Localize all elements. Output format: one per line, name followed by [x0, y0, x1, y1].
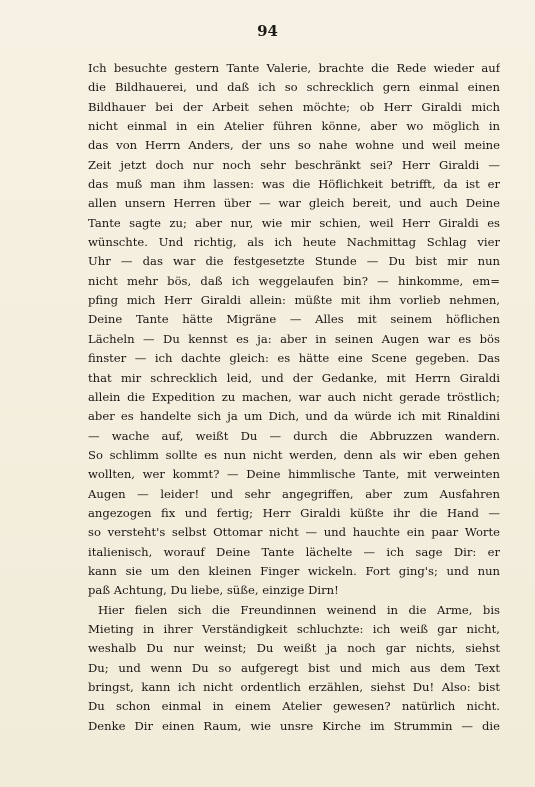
text-line: finster — ich dachte gleich: es hätte eine Scene gegeben. Das	[88, 351, 500, 366]
text-line: Zeit jetzt doch nur noch sehr beschränkt sei? Herr Giraldi —	[88, 157, 500, 172]
text-line: wünschte. Und richtig, als ich heute Nachmittag Schlag vier	[88, 235, 500, 250]
text-line: Augen — leider! und sehr angegriffen, aber zum Ausfahren	[88, 486, 500, 501]
text-line: Du schon einmal in einem Atelier gewesen? natürlich nicht.	[88, 699, 500, 714]
text-line: kann sie um den kleinen Finger wickeln. Fort ging's; und nun	[88, 563, 500, 578]
page-number: 94	[257, 22, 278, 40]
text-line: that mir schrecklich leid, und der Gedanke, mit Herrn Giraldi	[88, 370, 500, 385]
text-line: so versteht's selbst Ottomar nicht — und hauchte ein paar Worte	[88, 525, 500, 540]
text-line: Lächeln — Du kennst es ja: aber in seinen Augen war es bös	[88, 331, 500, 346]
text-line: — wache auf, weißt Du — durch die Abbruzzen wandern.	[88, 428, 500, 443]
text-line: italienisch, worauf Deine Tante lächelte — ich sage Dir: er	[88, 544, 500, 559]
text-line: das muß man ihm lassen: was die Höflichkeit betrifft, da ist er	[88, 177, 500, 192]
text-line: die Bildhauerei, und daß ich so schrecklich gern einmal einen	[88, 80, 500, 95]
text-line: Tante sagte zu; aber nur, wie mir schien, weil Herr Giraldi es	[88, 215, 500, 230]
text-line: nicht einmal in ein Atelier führen könne, aber wo möglich in	[88, 119, 500, 134]
text-line: Uhr — das war die festgesetzte Stunde — Du bist mir nun	[88, 254, 500, 269]
text-line: bringst, kann ich nicht ordentlich erzählen, siehst Du! Also: bist	[88, 680, 500, 694]
text-line: Deine Tante hätte Migräne — Alles mit seinem höflichen	[88, 312, 500, 327]
text-line: Bildhauer bei der Arbeit sehen möchte; ob Herr Giraldi mich	[88, 99, 500, 114]
text-line: Du; und wenn Du so aufgeregt bist und mich aus dem Text	[88, 660, 500, 675]
text-line: weshalb Du nur weinst; Du weißt ja noch gar nichts, siehst	[88, 641, 500, 656]
text-line: So schlimm sollte es nun nicht werden, denn als wir eben gehen	[88, 447, 500, 462]
text-line: Ich besuchte gestern Tante Valerie, brachte die Rede wieder auf	[88, 61, 500, 75]
text-line: das von Herrn Anders, der uns so nahe wohne und weil meine	[88, 138, 500, 153]
text-line: Denke Dir einen Raum, wie unsre Kirche im Strummin — die	[88, 718, 500, 733]
text-line: wollten, wer kommt? — Deine himmlische Tante, mit verweinten	[88, 467, 500, 482]
text-line: allein die Expedition zu machen, war auch nicht gerade tröstlich;	[88, 389, 500, 404]
text-line: aber es handelte sich ja um Dich, und da würde ich mit Rinaldini	[88, 409, 500, 424]
text-line: allen unsern Herren über — war gleich bereit, und auch Deine	[88, 196, 500, 211]
text-line: Hier fielen sich die Freundinnen weinend in die Arme, bis	[98, 602, 500, 617]
text-line: pfing mich Herr Giraldi allein: müßte mit ihm vorlieb nehmen,	[88, 293, 500, 308]
text-line: Mieting in ihrer Verständigkeit schluchzte: ich weiß gar nicht,	[88, 621, 500, 636]
text-line: angezogen fix und fertig; Herr Giraldi küßte ihr die Hand —	[88, 505, 500, 520]
text-line: paß Achtung, Du liebe, süße, einzige Dirn!	[88, 583, 339, 598]
body-text	[88, 59, 500, 736]
text-line: nicht mehr bös, daß ich weggelaufen bin? — hinkomme, em=	[88, 273, 500, 288]
